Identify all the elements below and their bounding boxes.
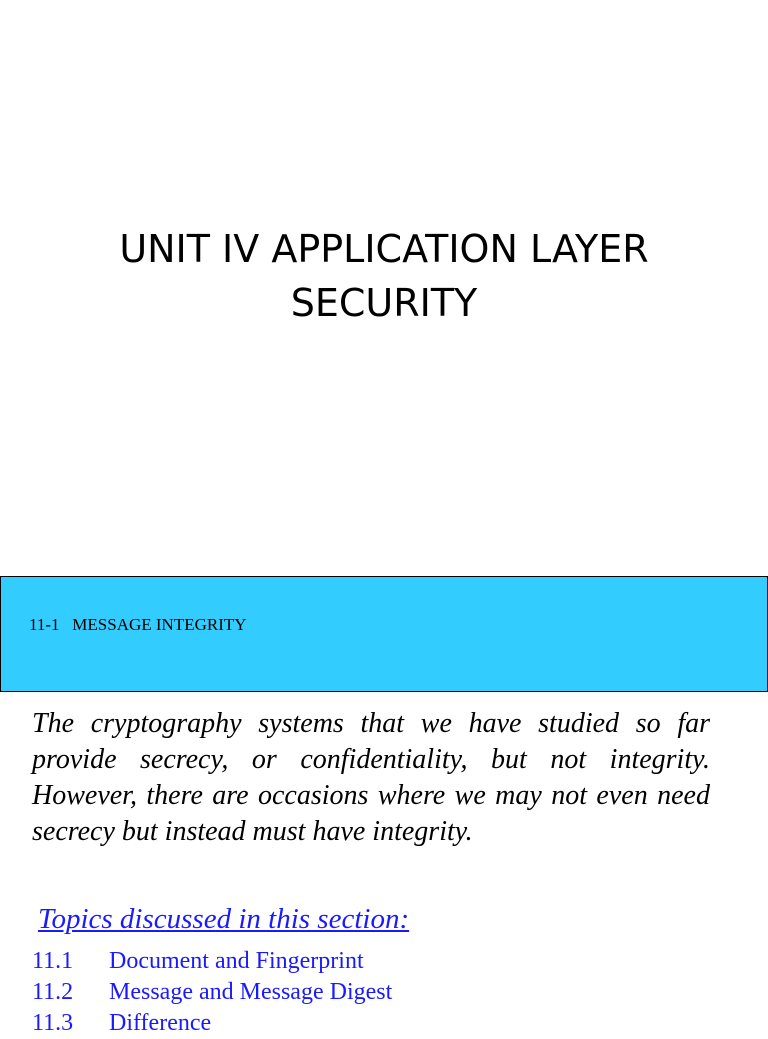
slide-title — [0, 222, 768, 330]
topics-list — [32, 946, 392, 1039]
topic-number: 11.3 — [32, 1010, 74, 1036]
topic-number: 11.2 — [32, 979, 74, 1005]
topic-label: Document and Fingerprint — [109, 948, 364, 974]
topics-heading: Topics discussed in this section: — [38, 903, 410, 935]
topic-label: Message and Message Digest — [109, 979, 393, 1005]
intro-paragraph: The cryptography systems that we have studied so far provide secrecy, or confidentiality, but not integrity. However, there are occasions where we may not even need secrecy but instead must have integrity. — [32, 708, 710, 847]
section-banner — [0, 576, 768, 692]
section-heading: 11-1 MESSAGE INTEGRITY — [29, 615, 247, 634]
topic-item — [32, 977, 392, 1008]
slide-title-line-1: UNIT IV APPLICATION LAYER — [119, 227, 649, 271]
topic-number: 11.1 — [32, 948, 74, 974]
slide-title-line-2: SECURITY — [290, 281, 478, 325]
topic-item — [32, 946, 392, 977]
topic-label: Difference — [109, 1010, 212, 1036]
